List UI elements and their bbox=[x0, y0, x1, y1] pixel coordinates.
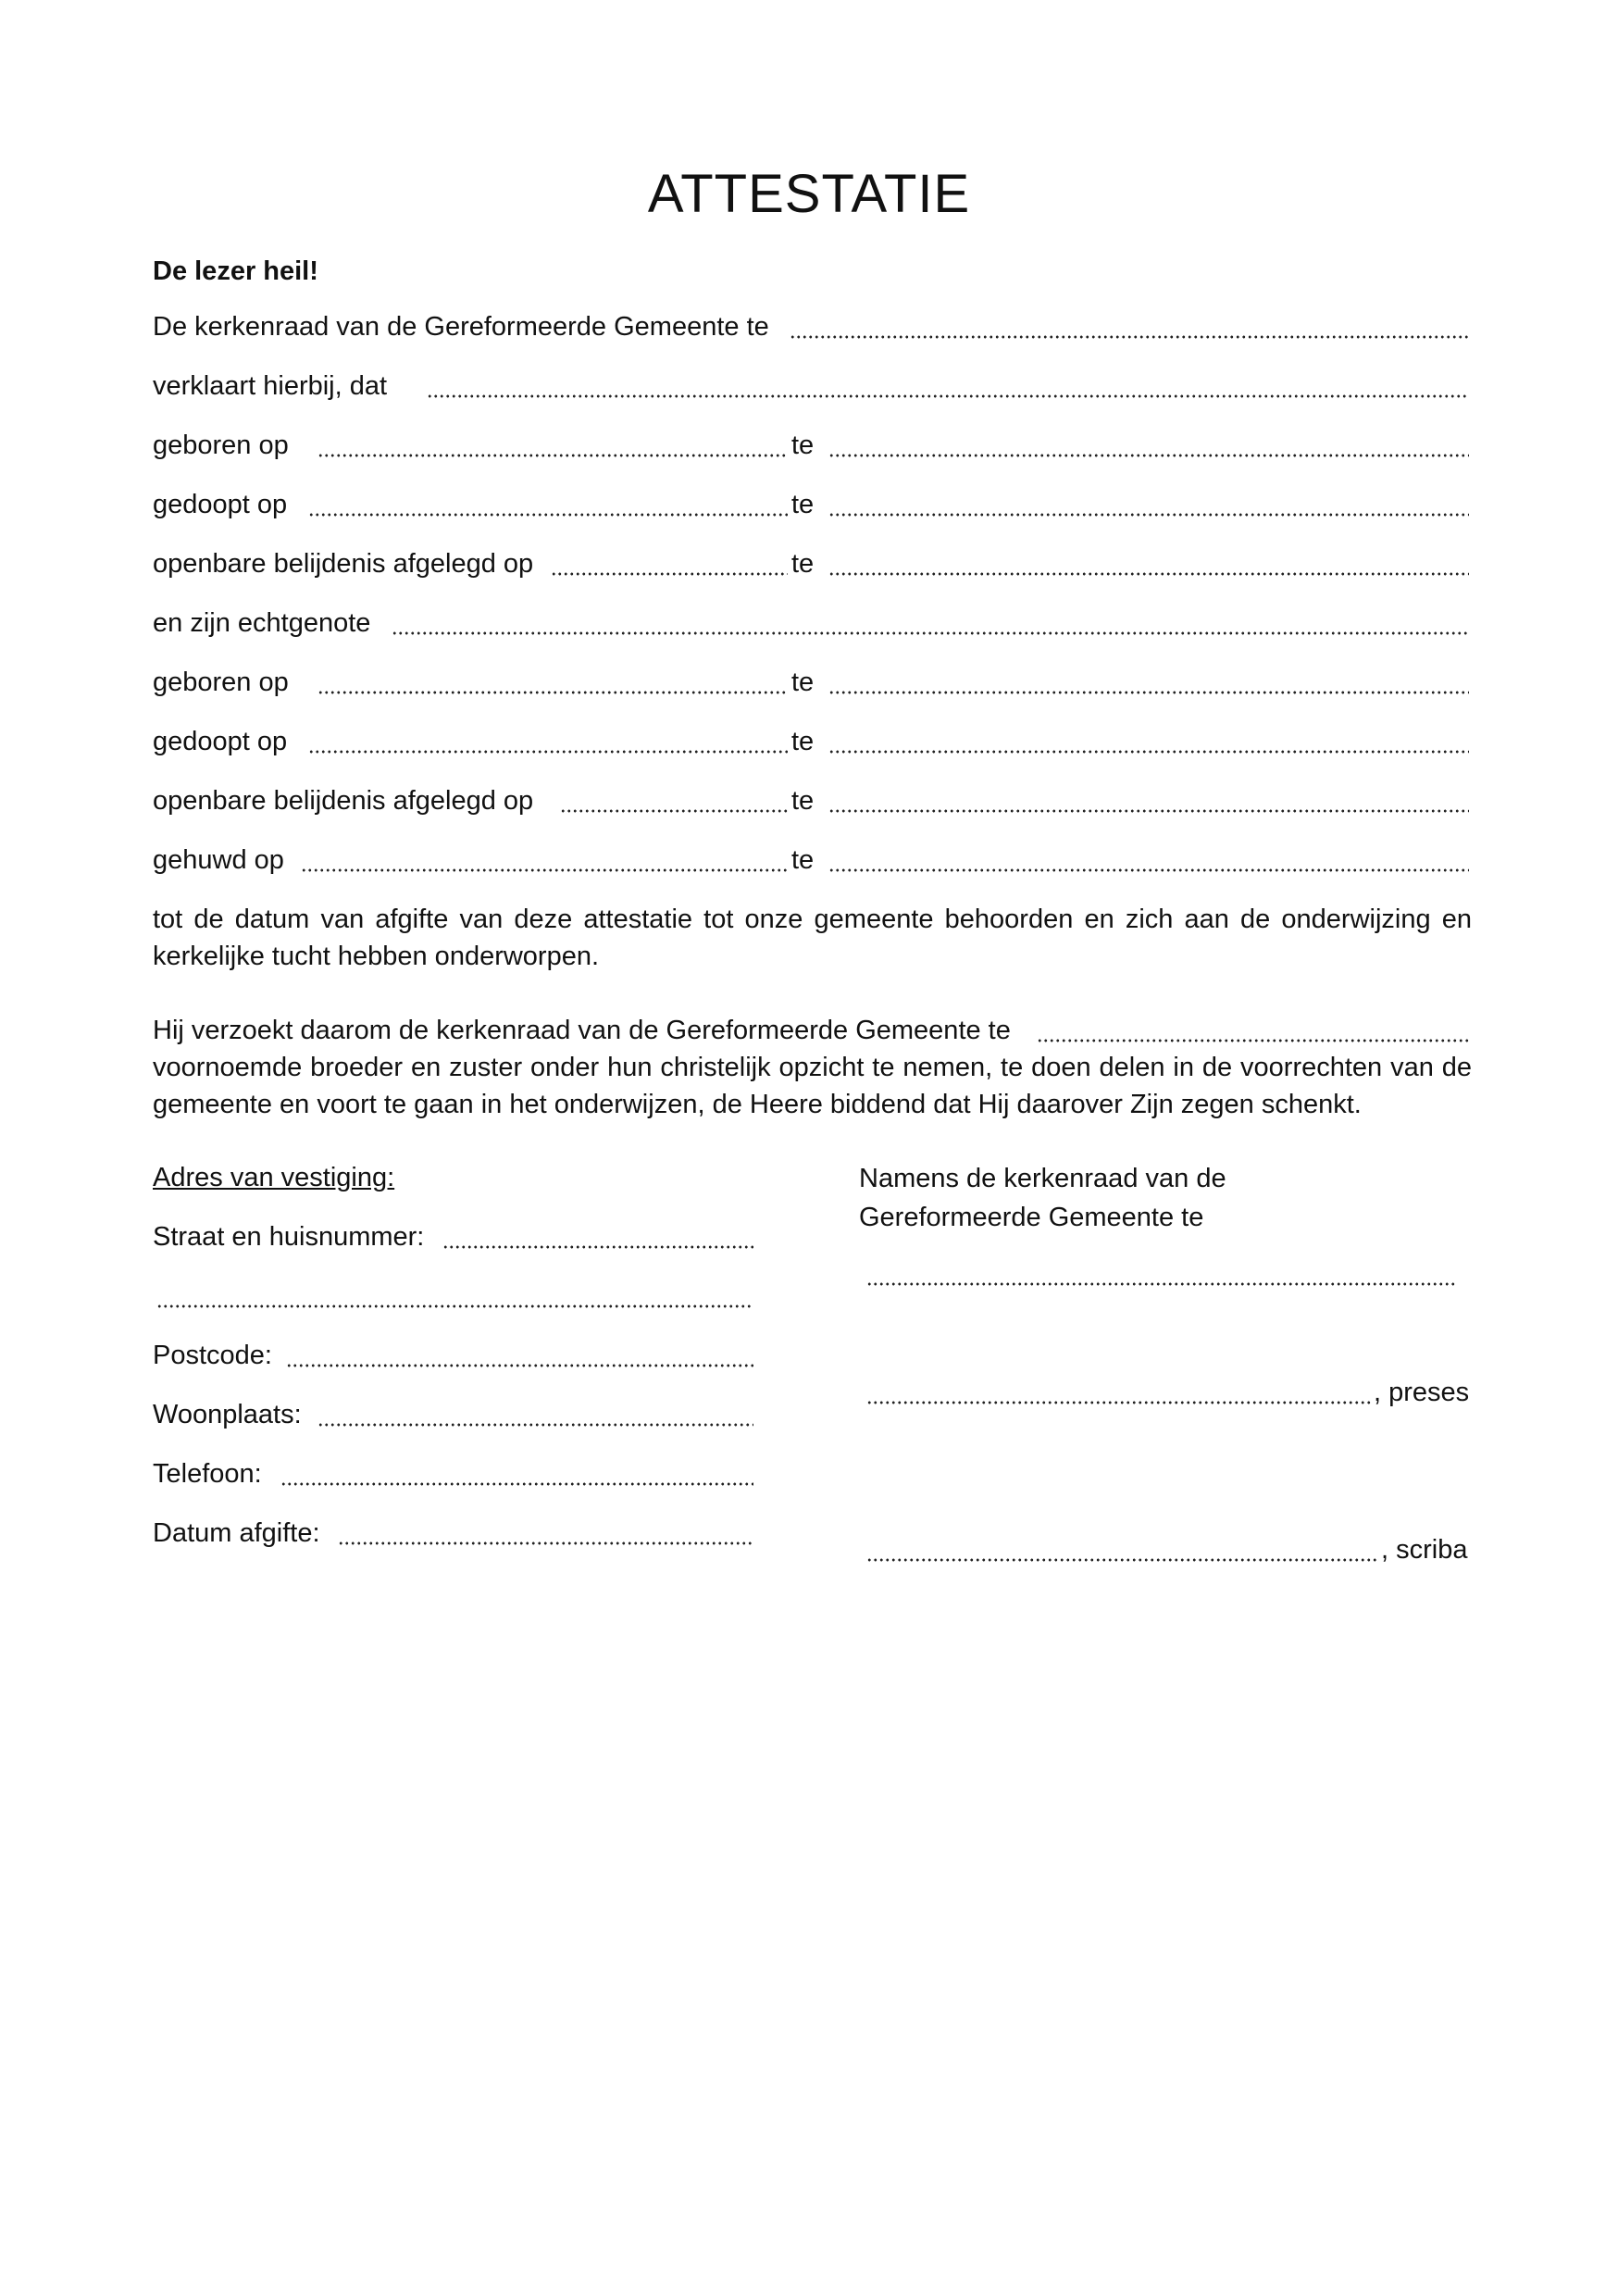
scriba-line bbox=[866, 1531, 1477, 1568]
street-extra-field[interactable] bbox=[156, 1304, 753, 1308]
form-label: gehuwd op bbox=[153, 845, 284, 875]
place-label: te bbox=[791, 845, 815, 875]
spouse-baptism-place-field[interactable] bbox=[828, 750, 1469, 754]
form-label: en zijn echtgenote bbox=[153, 608, 371, 638]
issue-date-field[interactable] bbox=[338, 1541, 753, 1545]
form-label: geboren op bbox=[153, 668, 289, 697]
form-line-born bbox=[153, 427, 1469, 464]
form-label: Woonplaats: bbox=[153, 1400, 302, 1429]
confession-place-field[interactable] bbox=[828, 572, 1469, 576]
form-label: Postcode: bbox=[153, 1341, 272, 1370]
form-line-spouse-born bbox=[153, 664, 1469, 701]
form-label: De kerkenraad van de Gereformeerde Gemeente te bbox=[153, 312, 769, 342]
spouse-confession-place-field[interactable] bbox=[828, 809, 1469, 813]
greeting: De lezer heil! bbox=[153, 256, 318, 286]
confession-date-field[interactable] bbox=[551, 572, 788, 576]
birth-date-field[interactable] bbox=[317, 454, 788, 457]
signature-line-2: Gereformeerde Gemeente te bbox=[859, 1203, 1204, 1232]
spouse-birth-place-field[interactable] bbox=[828, 691, 1469, 694]
document-title: ATTESTATIE bbox=[647, 164, 971, 224]
form-label: gedoopt op bbox=[153, 727, 288, 756]
phone-field[interactable] bbox=[280, 1482, 753, 1486]
spouse-birth-date-field[interactable] bbox=[317, 691, 788, 694]
place-label: te bbox=[791, 490, 815, 519]
scriba-label: , scriba bbox=[1381, 1535, 1468, 1565]
form-line-spouse-confession bbox=[153, 782, 1469, 819]
place-label: te bbox=[791, 727, 815, 756]
paragraph-text: Hij verzoekt daarom de kerkenraad van de Gereformeerde Gemeente te bbox=[153, 1016, 1011, 1045]
form-line-spouse bbox=[153, 605, 1469, 642]
form-label: openbare belijdenis afgelegd op bbox=[153, 786, 534, 816]
congregation-field[interactable] bbox=[790, 335, 1469, 339]
form-line-congregation bbox=[153, 308, 1469, 345]
form-line-declares bbox=[153, 368, 1469, 405]
receiving-congregation-field[interactable] bbox=[1037, 1039, 1469, 1042]
place-label: te bbox=[791, 786, 815, 816]
street-field[interactable] bbox=[442, 1245, 753, 1249]
form-label: Straat en huisnummer: bbox=[153, 1222, 425, 1252]
form-label: Telefoon: bbox=[153, 1459, 262, 1489]
membership-paragraph: tot de datum van afgifte van deze attestatie tot onze gemeente behoorden en zich aan de onderwijzing en kerkelijke tucht hebben onderworpen. bbox=[153, 905, 1472, 971]
city-line bbox=[153, 1396, 754, 1433]
street-line bbox=[153, 1218, 754, 1255]
form-label: gedoopt op bbox=[153, 490, 288, 519]
preses-line bbox=[866, 1374, 1477, 1411]
baptism-place-field[interactable] bbox=[828, 513, 1469, 517]
birth-place-field[interactable] bbox=[828, 454, 1469, 457]
form-label: Datum afgifte: bbox=[153, 1518, 320, 1548]
form-line-spouse-baptized bbox=[153, 723, 1469, 760]
preses-signature-field[interactable] bbox=[866, 1401, 1372, 1404]
baptism-date-field[interactable] bbox=[308, 513, 788, 517]
spouse-name-field[interactable] bbox=[392, 631, 1469, 635]
city-field[interactable] bbox=[317, 1423, 753, 1427]
form-line-confession bbox=[153, 545, 1469, 582]
form-label: geboren op bbox=[153, 430, 289, 460]
place-label: te bbox=[791, 668, 815, 697]
request-paragraph: voornoemde broeder en zuster onder hun christelijk opzicht te nemen, te doen delen in de voorrechten van de gemeente en voort te gaan in het onderwijzen, de Heere biddend dat Hij daarover Zijn zegen schenkt. bbox=[153, 1053, 1472, 1119]
form-line-baptized bbox=[153, 486, 1469, 523]
street-line-2 bbox=[153, 1278, 754, 1315]
spouse-baptism-date-field[interactable] bbox=[308, 750, 788, 754]
phone-line bbox=[153, 1455, 754, 1492]
address-title: Adres van vestiging: bbox=[153, 1163, 395, 1192]
signature-line-1: Namens de kerkenraad van de bbox=[859, 1164, 1226, 1193]
form-line-married bbox=[153, 842, 1469, 879]
issue-date-line bbox=[153, 1515, 754, 1552]
marriage-place-field[interactable] bbox=[828, 868, 1469, 872]
signature-congregation-field[interactable] bbox=[866, 1282, 1455, 1286]
spouse-confession-date-field[interactable] bbox=[560, 809, 788, 813]
form-label: verklaart hierbij, dat bbox=[153, 371, 388, 401]
place-label: te bbox=[791, 430, 815, 460]
postcode-line bbox=[153, 1337, 754, 1374]
signature-congregation-line bbox=[866, 1255, 1477, 1292]
request-paragraph-lead bbox=[153, 1012, 1469, 1049]
member-name-field[interactable] bbox=[427, 394, 1469, 398]
form-label: openbare belijdenis afgelegd op bbox=[153, 549, 534, 579]
preses-label: , preses bbox=[1374, 1378, 1470, 1407]
postcode-field[interactable] bbox=[286, 1364, 753, 1367]
signature-heading bbox=[859, 1159, 1229, 1237]
scriba-signature-field[interactable] bbox=[866, 1558, 1379, 1562]
place-label: te bbox=[791, 549, 815, 579]
marriage-date-field[interactable] bbox=[301, 868, 788, 872]
